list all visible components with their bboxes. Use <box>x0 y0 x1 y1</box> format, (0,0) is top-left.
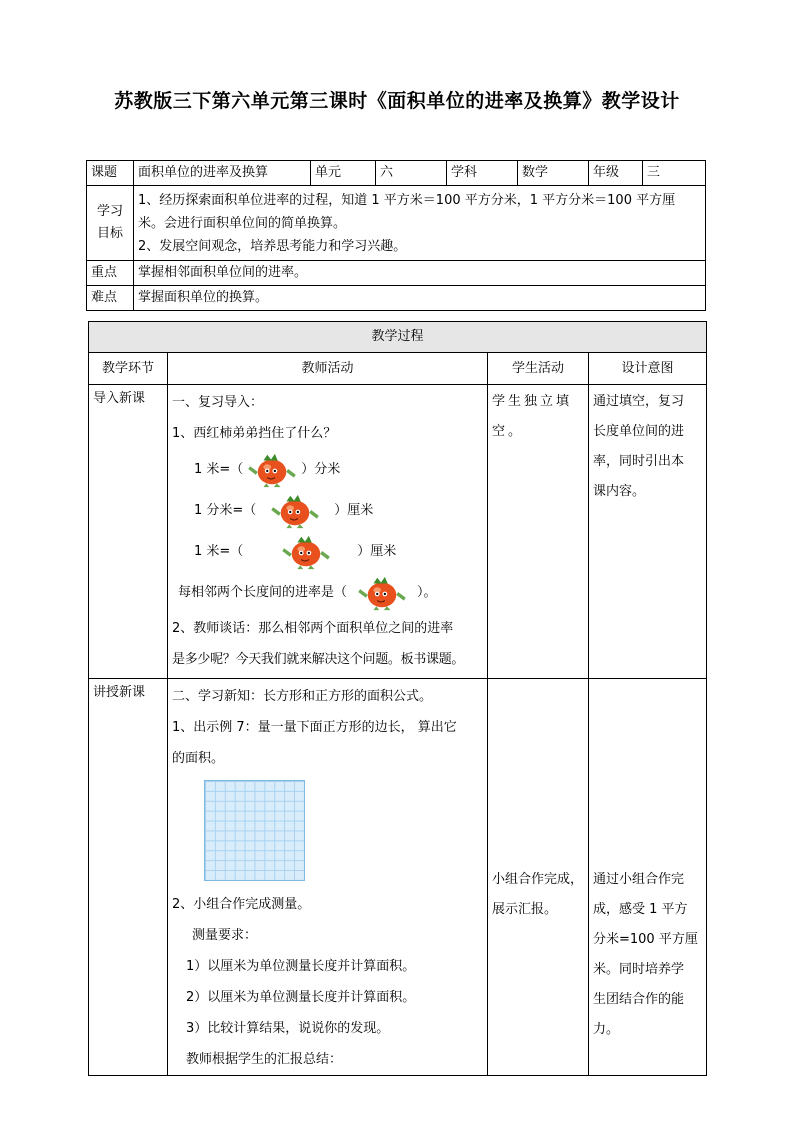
design-intent-intro: 通过填空，复习 长度单位间的进 率，同时引出本 课内容。 <box>589 385 707 679</box>
goals-content <box>134 186 706 261</box>
stage-new-lesson: 讲授新课 <box>89 679 168 1076</box>
design-intent-new-lesson: 通过小组合作完 成，感受 1 平方 分米=100 平方厘 米。同时培养学 生团结合作的能 力。 <box>589 679 707 1076</box>
goals-line: 1、经历探索面积单位进率的过程，知道 1 平方米＝100 平方分米，1 平方分米＝100 平方厘 <box>138 192 676 208</box>
subject-label: 学科 <box>447 161 518 186</box>
unit-value: 六 <box>376 161 447 186</box>
goals-line: 2、发展空间观念，培养思考能力和学习兴趣。 <box>138 238 407 254</box>
subject-value: 数学 <box>518 161 589 186</box>
document-title: 苏教版三下第六单元第三课时《面积单位的进率及换算》教学设计 <box>114 90 680 112</box>
col-teacher: 教师活动 <box>168 353 488 385</box>
tomato-icon <box>277 533 335 571</box>
key-label: 重点 <box>87 261 134 286</box>
tomato-icon <box>353 574 411 612</box>
topic-value: 面积单位的进率及换算 <box>134 161 311 186</box>
teacher-activity-intro: 一、复习导入： 1、西红柿弟弟挡住了什么？ 1 米=（ ）分米 1 分米=（ ）厘米 1 米=（ ）厘米 每相邻两个长度间的进率是（ ）。 2、教师谈话：那么相邻两个面积单位之间的进率 是多少呢？今天我们就来解决这个问题。板书课题。 <box>168 385 488 679</box>
process-table <box>88 321 707 1076</box>
goals-label: 学习 目标 <box>87 186 134 261</box>
key-value: 掌握相邻面积单位间的进率。 <box>134 261 706 286</box>
col-stage: 教学环节 <box>89 353 168 385</box>
student-activity-new-lesson: 小组合作完成， 展示汇报。 <box>488 679 589 1076</box>
grade-label: 年级 <box>589 161 643 186</box>
example-grid-square <box>204 780 305 881</box>
col-design: 设计意图 <box>589 353 707 385</box>
grade-value: 三 <box>643 161 706 186</box>
topic-label: 课题 <box>87 161 134 186</box>
tomato-icon <box>243 451 301 489</box>
lesson-info-table <box>86 160 706 311</box>
goals-line: 米。会进行面积单位间的简单换算。 <box>138 215 347 231</box>
difficulty-value: 掌握面积单位的换算。 <box>134 286 706 311</box>
tomato-icon <box>266 492 324 530</box>
difficulty-label: 难点 <box>87 286 134 311</box>
process-header: 教学过程 <box>89 322 707 353</box>
stage-intro: 导入新课 <box>89 385 168 679</box>
unit-label: 单元 <box>311 161 376 186</box>
teacher-activity-new-lesson: 二、学习新知：长方形和正方形的面积公式。 1、出示例 7：量一量下面正方形的边长， 算出它 的面积。 2、小组合作完成测量。 测量要求： 1）以厘米为单位测量长度并计算面积。 2）以厘米为单位测量长度并计算面积。 3）比较计算结果，说说你的发现。 教师根据学生的汇报总结： <box>168 679 488 1076</box>
col-student: 学生活动 <box>488 353 589 385</box>
student-activity-intro: 学生独立填 空。 <box>488 385 589 679</box>
